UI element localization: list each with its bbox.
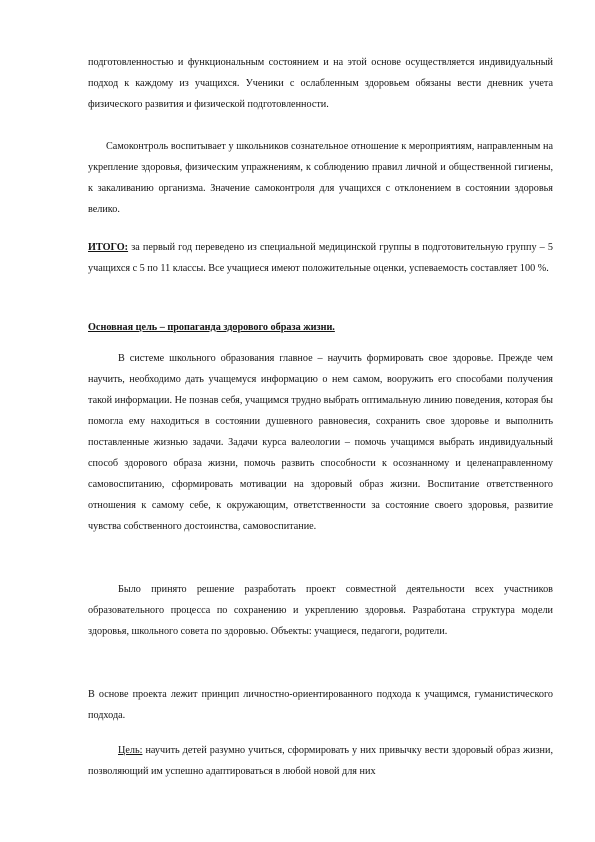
goal-label: Цель: xyxy=(118,745,143,756)
paragraph-physical-readiness: подготовленностью и функциональным состоянием и на этой основе осуществляется индивидуальный подход к каждому из учащихся. Ученики с ослабленным здоровьем обязаны вести дневник учета физического развития и физической подготовленности. xyxy=(88,57,553,110)
results-label: ИТОГО: xyxy=(88,242,129,253)
section-heading-main-goal xyxy=(88,317,553,338)
paragraph-project-decision: Было принято решение разработать проект совместной деятельности всех участников образовательного процесса по сохранению и укреплению здоровья. Разработана структура модели здоровья, школьного совета по здоровью. Объекты: учащиеся, педагоги, родители. xyxy=(88,584,553,637)
paragraph-self-control: Самоконтроль воспитывает у школьников сознательное отношение к мероприятиям, направленным на укрепление здоровья, физическим упражнениям, к соблюдению правил личной и общественной гигиены, к закаливанию организма. Значение самоконтроля для учащихся с отклонением в состоянии здоровья велико. xyxy=(88,141,553,215)
main-goal-heading: Основная цель – пропаганда здорового образа жизни. xyxy=(88,322,335,333)
paragraph-school-education: В системе школьного образования главное – научить формировать свое здоровье. Прежде чем научить, необходимо дать учащемуся информацию о нем самом, вооружить его способами получения такой информации. Не познав себя, учащимся трудно выбрать оптимальную линию поведения, которая бы помогла ему находиться в состоянии душевного равновесия, сохранить свое здоровье и выполнить поставленные жизнью задачи. Задачи курса валеологии – помочь учащимся выбрать индивидуальный способ здорового образа жизни, помочь развить способности к осознанному и целенаправленному самовоспитанию, сформировать мотивации на здоровый образ жизни. Воспитание ответственного отношения к самому себе, к окружающим, ответственности за состояние своего здоровья, развитие чувства собственного достоинства, самовоспитание. xyxy=(88,353,553,532)
paragraph-results xyxy=(88,237,553,279)
paragraph-goal xyxy=(88,740,553,782)
goal-text: научить детей разумно учиться, сформировать у них привычку вести здоровый образ жизни, позволяющий им успешно адаптироваться в любой новой для них xyxy=(88,745,553,777)
paragraph-project-principle: В основе проекта лежит принцип личностно-ориентированного подхода к учащимся, гуманистического подхода. xyxy=(88,689,553,721)
results-text: за первый год переведено из специальной медицинской группы в подготовительную группу – 5 учащихся с 5 по 11 классы. Все учащиеся имеют положительные оценки, успеваемость составляет 100 %. xyxy=(88,242,553,274)
